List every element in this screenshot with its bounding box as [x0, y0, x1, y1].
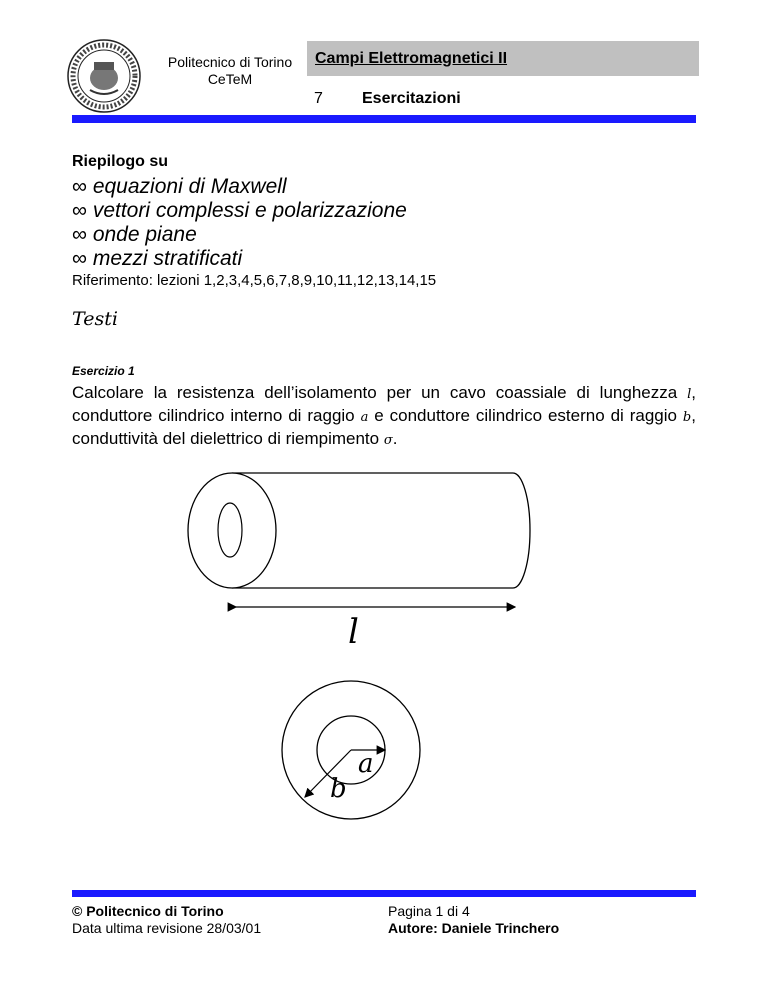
variable-b: b — [682, 410, 692, 425]
lesson-reference: Riferimento: lezioni 1,2,3,4,5,6,7,8,9,10,11,12,13,14,15 — [72, 272, 437, 289]
institution-name: Politecnico di Torino — [167, 54, 293, 70]
cable-cylinder-side-view — [188, 473, 530, 588]
course-title: Campi Elettromagnetici II — [315, 50, 508, 67]
outer-radius-label: b — [330, 774, 347, 804]
list-item: ∞ mezzi stratificati — [72, 247, 243, 270]
variable-a: a — [360, 410, 369, 425]
variable-l: l — [687, 387, 692, 402]
variable-sigma: σ — [383, 433, 393, 448]
section-title: Testi — [72, 308, 118, 330]
footer-author: Autore: Daniele Trinchero — [388, 920, 560, 936]
cable-cross-section — [282, 681, 420, 819]
footer-copyright: © Politecnico di Torino — [72, 903, 224, 919]
infinity-bullet-icon: ∞ — [72, 175, 87, 198]
inner-radius-label: a — [358, 749, 374, 779]
list-item: ∞ equazioni di Maxwell — [72, 175, 287, 198]
chapter-title: Esercitazioni — [362, 90, 461, 107]
infinity-bullet-icon: ∞ — [72, 223, 87, 246]
infinity-bullet-icon: ∞ — [72, 247, 87, 270]
footer-divider — [72, 890, 696, 897]
infinity-bullet-icon: ∞ — [72, 199, 87, 222]
list-item: ∞ onde piane — [72, 223, 197, 246]
exercise-text: Calcolare la resistenza dell’isolamento per un cavo coassiale di lunghezza l, conduttore cilindrico interno di raggio a e conduttore cilindrico esterno di raggio b, conduttività del dielettrico di riempimento σ. — [72, 383, 696, 448]
list-item: ∞ vettori complessi e polarizzazione — [72, 199, 407, 222]
exercise-title: Esercizio 1 — [72, 364, 135, 378]
length-label: l — [348, 612, 359, 652]
summary-heading: Riepilogo su — [72, 153, 168, 170]
institution-center: CeTeM — [207, 71, 253, 87]
footer-page-number: Pagina 1 di 4 — [388, 903, 470, 919]
chapter-number: 7 — [314, 90, 323, 107]
footer-revision-date: Data ultima revisione 28/03/01 — [72, 920, 262, 936]
